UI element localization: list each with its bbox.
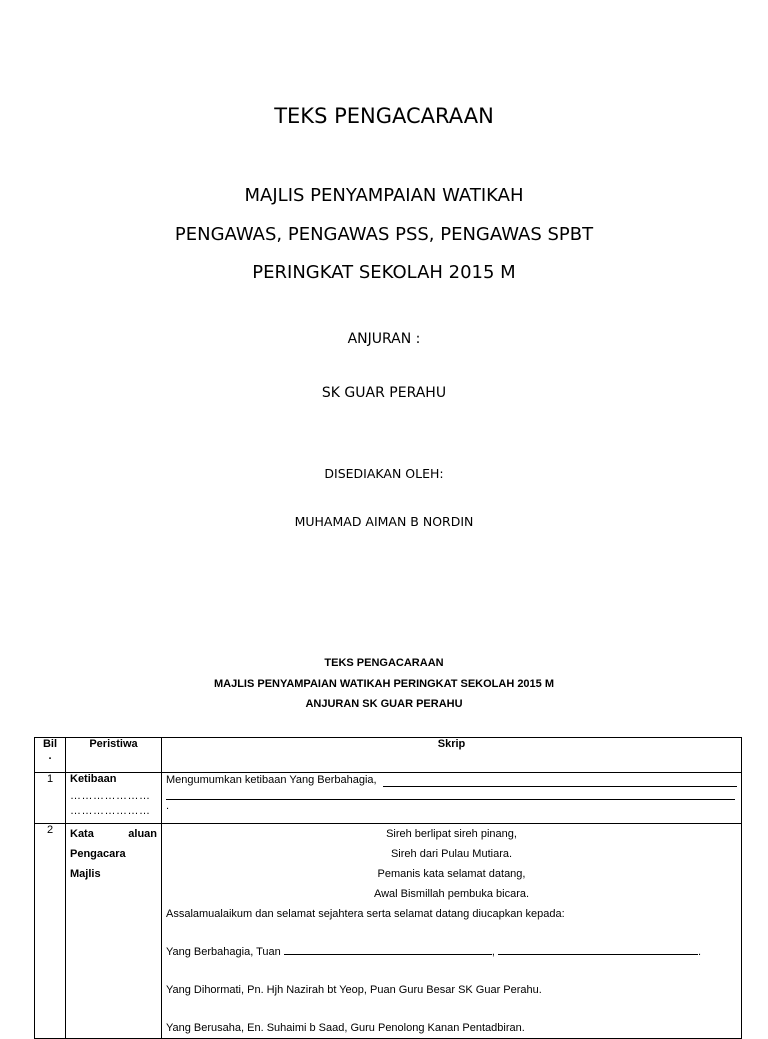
fill-blank-line [166, 787, 735, 800]
cover-line-3: PERINGKAT SEKOLAH 2015 M [252, 262, 516, 283]
cover-title: TEKS PENGACARAAN [274, 104, 494, 128]
cover-line-2: PENGAWAS, PENGAWAS PSS, PENGAWAS SPBT [174, 224, 594, 245]
event-word: Kata [70, 828, 94, 840]
event-line-1 [70, 824, 157, 844]
script-text: Mengumumkan ketibaan Yang Berbahagia, [166, 774, 377, 786]
row-script [162, 824, 742, 1039]
header-bil-dot: . [48, 750, 52, 762]
fill-blank [383, 777, 737, 787]
cover-line-1: MAJLIS PENYAMPAIAN WATIKAH [244, 185, 524, 206]
script-table [34, 737, 742, 1039]
event-dots-2: ………………… [70, 805, 151, 817]
prepared-label: DISEDIAKAN OLEH: [324, 466, 444, 481]
organizer-label: ANJURAN : [347, 331, 421, 347]
header-bil-label: Bil [42, 738, 58, 750]
row-event [66, 824, 162, 1039]
pantun-line: Sireh berlipat sireh pinang, [386, 828, 517, 840]
section-subtitle: MAJLIS PENYAMPAIAN WATIKAH PERINGKAT SEKOLAH 2015 M [213, 678, 555, 690]
yb-line [166, 942, 737, 962]
row-number: 1 [35, 773, 66, 824]
table-header-row [35, 738, 742, 773]
script-end-dot: . [166, 800, 170, 812]
fill-blank [284, 945, 492, 955]
header-bil [35, 738, 66, 773]
event-word: aluan [128, 828, 157, 840]
pantun-line: Sireh dari Pulau Mutiara. [390, 848, 513, 860]
event-dots-1: ………………… [70, 790, 151, 802]
header-peristiwa: Peristiwa [66, 738, 162, 773]
dihormati-line: Yang Dihormati, Pn. Hjh Nazirah bt Yeop, Puan Guru Besar SK Guar Perahu. [166, 984, 542, 996]
row-event [66, 773, 162, 824]
header-skrip: Skrip [162, 738, 742, 773]
section-organizer: ANJURAN SK GUAR PERAHU [305, 698, 463, 710]
fill-blank [498, 945, 698, 955]
yb-comma: , [491, 946, 495, 958]
berusaha-line: Yang Berusaha, En. Suhaimi b Saad, Guru Penolong Kanan Pentadbiran. [166, 1022, 525, 1034]
row-number: 2 [35, 824, 66, 1039]
yb-prefix: Yang Berbahagia, Tuan [166, 946, 281, 958]
table-row [35, 824, 742, 1039]
event-line-2: Pengacara [70, 848, 126, 860]
section-title: TEKS PENGACARAAN [324, 657, 444, 669]
yb-end: . [697, 946, 702, 958]
prepared-by: MUHAMAD AIMAN B NORDIN [294, 514, 474, 529]
greeting-text: Assalamualaikum dan selamat sejahtera serta selamat datang diucapkan kepada: [166, 908, 565, 920]
table-row [35, 773, 742, 824]
event-title: Ketibaan [70, 773, 117, 785]
pantun-line: Awal Bismillah pembuka bicara. [373, 888, 530, 900]
pantun-verse [166, 824, 737, 904]
pantun-line: Pemanis kata selamat datang, [377, 868, 526, 880]
row-script [162, 773, 742, 824]
organizer-name: SK GUAR PERAHU [321, 385, 447, 401]
event-line-3: Majlis [70, 868, 101, 880]
